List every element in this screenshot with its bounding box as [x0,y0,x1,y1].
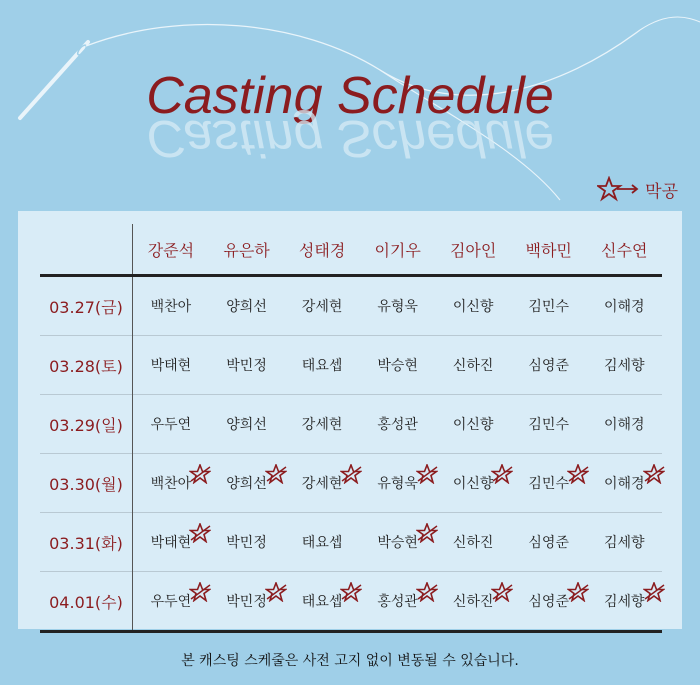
cast-name: 태요셉 [301,358,343,374]
cast-name-wrap [226,296,267,316]
cast-name: 이해경 [603,476,645,492]
cast-cell [586,276,662,336]
cast-name: 강세현 [301,299,343,315]
cast-cell [133,336,209,395]
cast-name: 이신향 [452,476,494,492]
cast-cell [209,336,285,395]
header-role: 신수연 [601,240,648,260]
cast-name-wrap [377,532,418,552]
cast-cell [209,395,285,454]
cast-name-wrap [453,591,494,611]
cast-cell [133,513,209,572]
cast-name: 김세향 [603,358,645,374]
cast-cell [209,572,285,632]
cast-cell [435,572,511,632]
cast-name: 박민정 [226,358,267,374]
cast-name: 양희선 [226,476,267,492]
cast-cell [284,572,360,632]
cast-cell [435,276,511,336]
cast-name-wrap [528,355,569,375]
cast-name-wrap [528,414,569,434]
cast-name-wrap [226,591,267,611]
cast-cell [435,454,511,513]
notice-text: 본 캐스팅 스케줄은 사전 고지 없이 변동될 수 있습니다. [181,653,519,669]
cast-name-wrap [377,355,418,375]
cast-name-wrap [226,414,267,434]
cast-name: 유형욱 [377,299,418,315]
table-row [40,454,662,513]
cast-name: 김민수 [528,299,569,315]
cast-cell [284,395,360,454]
cast-name-wrap [302,591,343,611]
cast-name: 홍성관 [377,594,418,610]
cast-name-wrap [302,473,343,493]
cast-name-wrap [528,473,569,493]
cast-cell [511,276,587,336]
cast-cell [586,395,662,454]
cast-name: 박승현 [377,358,418,374]
header-role: 백하민 [525,240,572,260]
cast-name: 심영준 [528,594,569,610]
cast-cell [209,454,285,513]
cast-name: 강세현 [301,476,343,492]
cast-cell [360,454,436,513]
row-date: 04.01(수) [40,572,133,632]
page-title: Casting Schedule [146,67,554,125]
cast-name: 심영준 [528,358,569,374]
cast-name-wrap [302,414,343,434]
cast-cell [133,276,209,336]
cast-cell [360,395,436,454]
cast-name-wrap [604,355,645,375]
cast-name-wrap [528,296,569,316]
cast-name-wrap [226,355,267,375]
legend [597,176,678,202]
cast-name: 백찬아 [150,476,192,492]
header-role: 김아인 [449,240,497,260]
cast-cell [511,336,587,395]
cast-name: 백찬아 [150,299,192,315]
cast-cell [360,572,436,632]
cast-cell [209,513,285,572]
cast-name-wrap [453,473,494,493]
cast-cell [511,572,587,632]
cast-name-wrap [151,296,192,316]
cast-name: 양희선 [226,299,267,315]
cast-cell [586,336,662,395]
cast-name-wrap [377,296,418,316]
cast-name: 신하진 [452,594,494,610]
cast-name: 이해경 [603,417,645,433]
cast-name: 신하진 [452,535,494,551]
row-date: 03.27(금) [40,276,133,336]
cast-cell [284,276,360,336]
cast-name: 심영준 [528,535,569,551]
cast-name: 양희선 [226,417,267,433]
cast-name-wrap [377,473,418,493]
cast-cell [360,336,436,395]
cast-cell [133,572,209,632]
cast-name: 이신향 [452,299,494,315]
cast-name-wrap [528,591,569,611]
cast-name-wrap [377,414,418,434]
cast-name-wrap [151,355,192,375]
row-date: 03.29(일) [40,395,133,454]
star-arrow-icon [597,176,641,202]
cast-name-wrap [604,532,645,552]
cast-name: 박민정 [226,594,267,610]
cast-cell [133,454,209,513]
cast-name: 우두연 [150,417,192,433]
cast-cell [360,276,436,336]
cast-name-wrap [151,532,192,552]
cast-name-wrap [302,355,343,375]
legend-label: 막공 [645,181,678,202]
header-role: 유은하 [223,240,270,260]
cast-cell [209,276,285,336]
cast-name-wrap [604,414,645,434]
cast-name-wrap [226,532,267,552]
cast-cell [586,572,662,632]
cast-name-wrap [453,414,494,434]
cast-name: 홍성관 [377,417,418,433]
cast-name-wrap [151,473,192,493]
cast-name-wrap [604,296,645,316]
cast-cell [284,336,360,395]
cast-name: 박태현 [150,358,192,374]
table-row [40,395,662,454]
header-role: 성태경 [298,240,346,260]
cast-name: 김세향 [603,535,645,551]
cast-name-wrap [453,355,494,375]
final-show-star-icon [643,582,665,602]
cast-cell [586,513,662,572]
cast-name-wrap [302,532,343,552]
table-row [40,276,662,336]
row-date: 03.28(토) [40,336,133,395]
cast-name: 김민수 [528,476,569,492]
cast-cell [284,454,360,513]
table-row [40,513,662,572]
cast-cell [360,513,436,572]
cast-cell [435,336,511,395]
cast-cell [435,513,511,572]
cast-name: 박태현 [150,535,192,551]
row-date: 03.30(월) [40,454,133,513]
header-role: 이기우 [374,240,421,260]
cast-name: 강세현 [301,417,343,433]
cast-name-wrap [377,591,418,611]
cast-cell [511,513,587,572]
cast-name-wrap [604,473,645,493]
schedule-panel [18,211,682,629]
cast-name-wrap [453,296,494,316]
cast-cell [586,454,662,513]
cast-name-wrap [151,414,192,434]
cast-name: 박승현 [377,535,418,551]
schedule-table [40,224,662,633]
header-role: 강준석 [147,240,195,260]
final-show-star-icon [643,464,665,484]
cast-cell [133,395,209,454]
header-corner [40,224,133,276]
cast-name-wrap [302,296,343,316]
cast-name-wrap [528,532,569,552]
cast-name: 박민정 [226,535,267,551]
cast-cell [511,454,587,513]
cast-cell [435,395,511,454]
cast-cell [511,395,587,454]
table-row [40,572,662,632]
row-date: 03.31(화) [40,513,133,572]
schedule-body [40,276,662,632]
page-title-reflection: Casting Schedule [146,109,554,167]
table-row [40,336,662,395]
cast-name-wrap [604,591,645,611]
cast-name: 신하진 [452,358,494,374]
cast-name: 이신향 [452,417,494,433]
cast-name: 유형욱 [377,476,418,492]
cast-name-wrap [151,591,192,611]
cast-name: 태요셉 [301,535,343,551]
cast-name: 이해경 [603,299,645,315]
cast-name: 우두연 [150,594,192,610]
cast-name: 김세향 [603,594,645,610]
cast-cell [284,513,360,572]
cast-name: 김민수 [528,417,569,433]
header-row [40,224,662,276]
cast-name-wrap [226,473,267,493]
cast-name-wrap [453,532,494,552]
cast-name: 태요셉 [301,594,343,610]
